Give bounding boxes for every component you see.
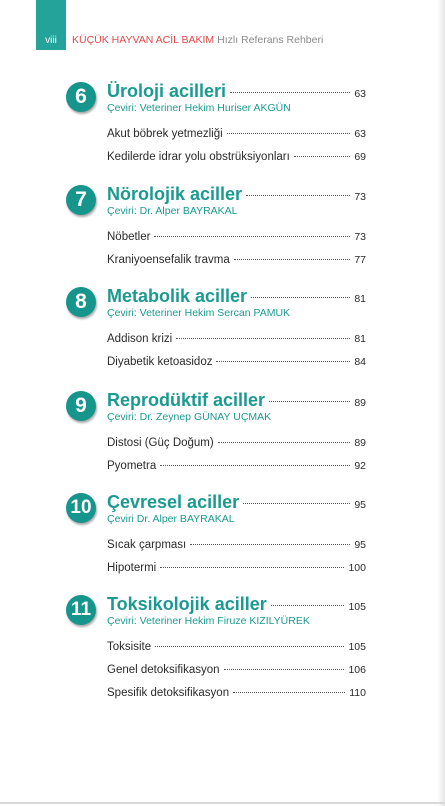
- chapter-page-number: 105: [348, 601, 366, 613]
- entry-label: Addison krizi: [107, 333, 173, 345]
- leader-dots: [154, 236, 350, 237]
- page-number-tab: [36, 0, 66, 50]
- entry-label: Distosi (Güç Doğum): [107, 437, 214, 449]
- translator-credit: Çeviri: Veteriner Hekim Huriser AKGÜN: [107, 102, 291, 114]
- chapter-title-row[interactable]: [107, 390, 366, 411]
- toc-entry[interactable]: [107, 151, 366, 163]
- entry-label: Pyometra: [107, 460, 157, 472]
- translator-credit: Çeviri: Veteriner Hekim Firuze KIZILYÜREK: [107, 615, 310, 627]
- toc-entry[interactable]: [107, 641, 366, 653]
- chapter-number-badge: 10: [66, 493, 96, 523]
- entry-label: Genel detoksifikasyon: [107, 664, 220, 676]
- entry-label: Akut böbrek yetmezliği: [107, 128, 223, 140]
- toc-entry[interactable]: [107, 356, 366, 368]
- toc-entry[interactable]: [107, 231, 366, 243]
- chapter-number-badge: 11: [66, 595, 96, 625]
- chapter-number-badge: 7: [66, 185, 96, 215]
- toc-entry[interactable]: [107, 664, 366, 676]
- entry-page-number: 69: [354, 151, 366, 163]
- running-header: [72, 34, 323, 46]
- entry-page-number: 81: [354, 333, 366, 345]
- chapter-title: Metabolik aciller: [107, 286, 248, 306]
- leader-dots: [160, 567, 344, 568]
- chapter-title-row[interactable]: [107, 594, 366, 615]
- translator-credit: Çeviri: Veteriner Hekim Sercan PAMUK: [107, 307, 291, 319]
- book-subtitle: Hızlı Referans Rehberi: [217, 34, 324, 46]
- leader-dots: [218, 442, 351, 443]
- chapter-title: Çevresel aciller: [107, 492, 240, 512]
- book-title: KÜÇÜK HAYVAN ACİL BAKIM: [72, 34, 215, 46]
- translator-credit: Çeviri: Dr. Alper BAYRAKAL: [107, 205, 238, 217]
- leader-dots: [216, 361, 350, 362]
- toc-entry[interactable]: [107, 333, 366, 345]
- leader-dots: [176, 338, 350, 339]
- leader-dots: [294, 156, 351, 157]
- chapter-page-number: 89: [354, 397, 366, 409]
- entry-label: Nöbetler: [107, 231, 151, 243]
- leader-dots: [243, 503, 350, 504]
- chapter-title-row[interactable]: [107, 81, 366, 102]
- chapter-number-badge: 6: [66, 82, 96, 112]
- chapter-number-badge: 9: [66, 391, 96, 421]
- entry-label: Kraniyoensefalik travma: [107, 254, 230, 266]
- chapter-title: Üroloji acilleri: [107, 81, 227, 101]
- entry-page-number: 89: [354, 437, 366, 449]
- chapter-title-row[interactable]: [107, 184, 366, 205]
- toc-entry[interactable]: [107, 128, 366, 140]
- chapter-title: Nörolojik aciller: [107, 184, 243, 204]
- leader-dots: [233, 692, 345, 693]
- leader-dots: [224, 669, 345, 670]
- entry-page-number: 105: [348, 641, 366, 653]
- entry-page-number: 110: [349, 687, 366, 699]
- leader-dots: [160, 465, 350, 466]
- chapter-page-number: 63: [354, 88, 366, 100]
- chapter-page-number: 81: [354, 293, 366, 305]
- chapter-title: Toksikolojik aciller: [107, 594, 267, 614]
- entry-label: Toksisite: [107, 641, 152, 653]
- leader-dots: [234, 259, 351, 260]
- page-number: viii: [45, 35, 57, 46]
- chapter-page-number: 73: [354, 191, 366, 203]
- entry-page-number: 92: [354, 460, 366, 472]
- chapter-title-row[interactable]: [107, 286, 366, 307]
- toc-entry[interactable]: [107, 562, 366, 574]
- toc-entry[interactable]: [107, 254, 366, 266]
- entry-page-number: 77: [354, 254, 366, 266]
- entry-label: Diyabetik ketoasidoz: [107, 356, 213, 368]
- leader-dots: [155, 646, 344, 647]
- entry-page-number: 95: [354, 539, 366, 551]
- entry-label: Spesifik detoksifikasyon: [107, 687, 230, 699]
- entry-label: Sıcak çarpması: [107, 539, 187, 551]
- translator-credit: Çeviri Dr. Alper BAYRAKAL: [107, 513, 235, 525]
- chapter-number-badge: 8: [66, 287, 96, 317]
- toc-entry[interactable]: [107, 460, 366, 472]
- leader-dots: [251, 297, 350, 298]
- chapter-title-row[interactable]: [107, 492, 366, 513]
- page-edge-shadow: [437, 0, 445, 806]
- translator-credit: Çeviri: Dr. Zeynep GÜNAY UÇMAK: [107, 411, 272, 423]
- toc-entry[interactable]: [107, 687, 366, 699]
- entry-page-number: 73: [354, 231, 366, 243]
- toc-entry[interactable]: [107, 437, 366, 449]
- leader-dots: [190, 544, 350, 545]
- entry-page-number: 100: [348, 562, 366, 574]
- leader-dots: [269, 401, 350, 402]
- entry-label: Kedilerde idrar yolu obstrüksiyonları: [107, 151, 290, 163]
- entry-page-number: 63: [354, 128, 366, 140]
- page-bottom-edge: [0, 802, 445, 804]
- leader-dots: [227, 133, 351, 134]
- entry-page-number: 106: [348, 664, 366, 676]
- toc-entry[interactable]: [107, 539, 366, 551]
- leader-dots: [246, 195, 350, 196]
- entry-page-number: 84: [354, 356, 366, 368]
- leader-dots: [230, 92, 350, 93]
- leader-dots: [271, 605, 345, 606]
- chapter-page-number: 95: [354, 499, 366, 511]
- entry-label: Hipotermi: [107, 562, 157, 574]
- chapter-title: Reprodüktif aciller: [107, 390, 266, 410]
